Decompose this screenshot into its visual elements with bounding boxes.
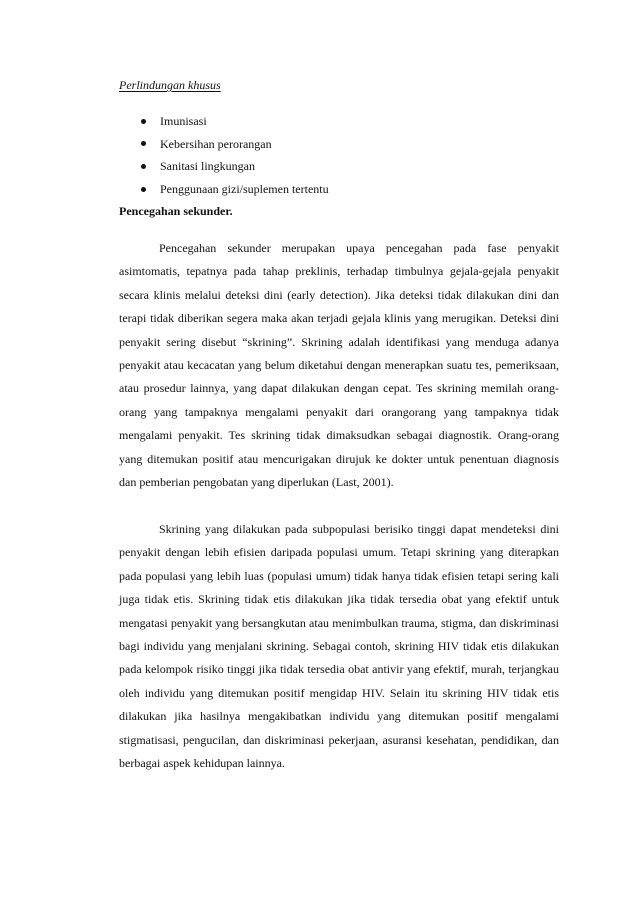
list-item-text: Imunisasi xyxy=(160,114,207,128)
subheading-perlindungan-khusus: Perlindungan khusus xyxy=(119,78,221,92)
bullet-dot-icon xyxy=(141,141,146,146)
list-item xyxy=(119,133,329,156)
list-item-text: Kebersihan perorangan xyxy=(160,136,272,151)
list-item-text: Sanitasi lingkungan xyxy=(160,159,255,174)
paragraph-2: Skrining yang dilakukan pada subpopulasi berisiko tinggi dapat mendeteksi dini penyakit dengan lebih efisien daripada populasi umum. Tetapi skrining yang diterapkan pada populasi yang lebih luas (populasi umum) tidak hanya tidak efisien tetapi sering kali juga tidak etis. Skrining tidak etis dilakukan jika tidak tersedia obat yang efektif untuk mengatasi penyakit yang bersangkutan atau menimbulkan trauma, stigma, dan diskriminasi bagi individu yang menjalani skrining. Sebagai contoh, skrining HIV tidak etis dilakukan pada kelompok risiko tinggi jika tidak tersedia obat antivir yang efektif, murah, terjangkau oleh individu yang ditemukan positif mengidap HIV. Selain itu skrining HIV tidak etis dilakukan jika hasilnya mengakibatkan individu yang ditemukan positif mengalami stigmatisasi, pengucilan, dan diskriminasi pekerjaan, asuransi kesehatan, pendidikan, dan berbagai aspek kehidupan lainnya. xyxy=(119,522,559,771)
list-item xyxy=(119,178,329,201)
bullet-dot-icon xyxy=(141,119,146,124)
list-item xyxy=(119,155,329,178)
bullet-list xyxy=(119,110,329,201)
section-heading: Pencegahan sekunder. xyxy=(119,204,233,218)
paragraph-1: Pencegahan sekunder merupakan upaya pencegahan pada fase penyakit asimtomatis, tepatnya pada tahap preklinis, terhadap timbulnya gejala-gejala penyakit secara klinis melalui deteksi dini (early detection). Jika deteksi tidak dilakukan dini dan terapi tidak diberikan segera maka akan terjadi gejala klinis yang merugikan. Deteksi dini penyakit sering disebut “skrining”. Skrining adalah identifikasi yang menduga adanya penyakit atau kecacatan yang belum diketahui dengan menerapkan suatu tes, pemeriksaan, atau prosedur lainnya, yang dapat dilakukan dengan cepat. Tes skrining memilah orang-orang yang tampaknya mengalami penyakit dari orangorang yang tampaknya tidak mengalami penyakit. Tes skrining tidak dimaksudkan sebagai diagnostik. Orang-orang yang ditemukan positif atau mencurigakan dirujuk ke dokter untuk penentuan diagnosis dan pemberian pengobatan yang diperlukan (Last, 2001). xyxy=(119,241,559,490)
list-item-text: Penggunaan gizi/suplemen tertentu xyxy=(160,182,329,197)
bullet-dot-icon xyxy=(141,164,146,169)
list-item xyxy=(119,110,329,133)
bullet-dot-icon xyxy=(141,187,146,192)
